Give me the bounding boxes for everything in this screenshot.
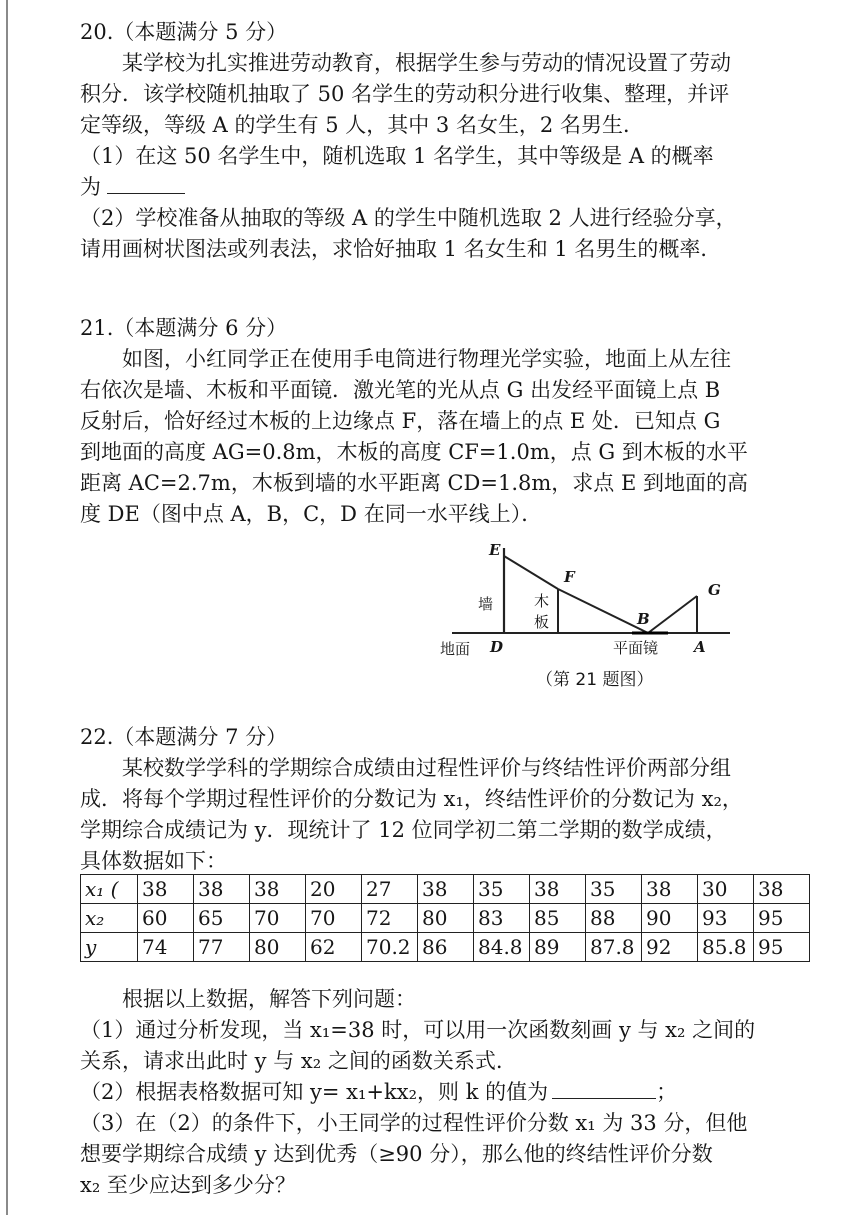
question-22-intro-4: 具体数据如下： <box>80 849 227 873</box>
row-header: x₁ ( <box>81 875 138 904</box>
ground-label: 地面 <box>440 640 471 658</box>
ray-b-g <box>648 596 697 633</box>
table-cell: 70 <box>306 904 362 933</box>
question-22-intro-2: 成．将每个学期过程性评价的分数记为 x₁，终结性评价的分数记为 x₂， <box>80 787 743 811</box>
figure-21 <box>440 538 740 693</box>
table-row-x2 <box>81 904 810 933</box>
table-cell: 95 <box>754 904 810 933</box>
table-cell: 80 <box>250 933 306 962</box>
question-21-title: 21.（本题满分 6 分） <box>80 316 288 340</box>
table-cell: 35 <box>474 875 530 904</box>
table-cell: 85 <box>530 904 586 933</box>
table-cell: 93 <box>698 904 754 933</box>
table-cell: 70.2 <box>362 933 418 962</box>
table-cell: 92 <box>642 933 698 962</box>
table-cell: 88 <box>586 904 642 933</box>
table-cell: 30 <box>698 875 754 904</box>
question-20-line-3: 定等级，等级 A 的学生有 5 人，其中 3 名女生，2 名男生． <box>80 113 644 137</box>
ray-f-b <box>558 589 648 633</box>
table-row-y <box>81 933 810 962</box>
question-22-part-3-cont: 想要学期综合成绩 y 达到优秀（≥90 分），那么他的终结性评价分数 <box>80 1142 713 1166</box>
question-20-part-1-answer-line: 为 <box>80 172 800 203</box>
question-22-instruction: 根据以上数据，解答下列问题： <box>122 987 416 1011</box>
table-cell: 70 <box>250 904 306 933</box>
question-21-line-5: 距离 AC=2.7m，木板到墙的水平距离 CD=1.8m，求点 E 到地面的高 <box>80 471 748 495</box>
table-cell: 85.8 <box>698 933 754 962</box>
score-table <box>80 874 810 962</box>
table-row-x1 <box>81 875 810 904</box>
table-cell: 38 <box>642 875 698 904</box>
question-22-part-2: （2）根据表格数据可知 y= x₁+kx₂，则 k 的值为 ； <box>80 1080 678 1104</box>
question-20-part-1: （1）在这 50 名学生中，随机选取 1 名学生，其中等级是 A 的概率 <box>80 144 714 168</box>
table-cell: 27 <box>362 875 418 904</box>
table-cell: 20 <box>306 875 362 904</box>
table-cell: 38 <box>418 875 474 904</box>
question-21-line-4: 到地面的高度 AG=0.8m，木板的高度 CF=1.0m，点 G 到木板的水平 <box>80 440 748 464</box>
question-21-line-6: 度 DE（图中点 A，B，C，D 在同一水平线上）． <box>80 502 543 526</box>
figure-21-caption: （第 21 题图） <box>536 670 654 690</box>
question-20-part-2: （2）学校准备从抽取的等级 A 的学生中随机选取 2 人进行经验分享， <box>80 206 737 230</box>
table-cell: 84.8 <box>474 933 530 962</box>
mirror-label: 平面镜 <box>613 639 659 657</box>
table-cell: 60 <box>138 904 194 933</box>
question-22-part-1: （1）通过分析发现，当 x₁=38 时，可以用一次函数刻画 y 与 x₂ 之间的 <box>80 1018 756 1042</box>
answer-blank[interactable] <box>107 173 185 194</box>
question-22-part-3-end: x₂ 至少应达到多少分？ <box>80 1173 296 1197</box>
table-cell: 38 <box>754 875 810 904</box>
table-cell: 62 <box>306 933 362 962</box>
question-22-part-3: （3）在（2）的条件下，小王同学的过程性评价分数 x₁ 为 33 分，但他 <box>80 1111 748 1135</box>
question-22-intro-3: 学期综合成绩记为 y．现统计了 12 位同学初二第二学期的数学成绩， <box>80 818 727 842</box>
question-22-intro-1: 某校数学学科的学期综合成绩由过程性评价与终结性评价两部分组 <box>122 756 731 780</box>
question-22-title: 22.（本题满分 7 分） <box>80 725 288 749</box>
row-header: y <box>81 933 138 962</box>
question-20-line-1: 某学校为扎实推进劳动教育，根据学生参与劳动的情况设置了劳动 <box>122 51 731 75</box>
page-edge-line <box>6 0 8 1215</box>
table-cell: 86 <box>418 933 474 962</box>
table-cell: 90 <box>642 904 698 933</box>
row-header: x₂ <box>81 904 138 933</box>
table-cell: 74 <box>138 933 194 962</box>
question-22-part-1-cont: 关系，请求出此时 y 与 x₂ 之间的函数关系式. <box>80 1049 503 1073</box>
question-20-title: 20.（本题满分 5 分） <box>80 20 288 44</box>
table-cell: 38 <box>250 875 306 904</box>
board-label-bottom: 板 <box>534 613 550 631</box>
question-21-line-1: 如图，小红同学正在使用手电筒进行物理光学实验，地面上从左往 <box>122 347 731 371</box>
point-g-label: G <box>708 581 721 599</box>
table-cell: 83 <box>474 904 530 933</box>
table-cell: 35 <box>586 875 642 904</box>
table-cell: 95 <box>754 933 810 962</box>
point-f-label: F <box>564 568 575 586</box>
question-20-part-2-cont: 请用画树状图法或列表法，求恰好抽取 1 名女生和 1 名男生的概率． <box>80 237 722 261</box>
table-cell: 89 <box>530 933 586 962</box>
table-cell: 38 <box>138 875 194 904</box>
question-21-line-3: 反射后，恰好经过木板的上边缘点 F，落在墙上的点 E 处．已知点 G <box>80 409 721 433</box>
point-b-label: B <box>637 610 650 628</box>
table-cell: 77 <box>194 933 250 962</box>
question-20-line-2: 积分．该学校随机抽取了 50 名学生的劳动积分进行收集、整理，并评 <box>80 82 730 106</box>
table-cell: 38 <box>530 875 586 904</box>
question-22 <box>80 722 800 877</box>
question-21 <box>80 313 800 530</box>
question-20 <box>80 17 800 265</box>
table-cell: 72 <box>362 904 418 933</box>
point-d-label: D <box>490 638 504 656</box>
table-cell: 80 <box>418 904 474 933</box>
question-22-parts <box>80 984 800 1201</box>
board-label-top: 木 <box>534 592 550 610</box>
ray-e-f <box>504 556 558 589</box>
table-cell: 38 <box>194 875 250 904</box>
table-cell: 65 <box>194 904 250 933</box>
table-cell: 87.8 <box>586 933 642 962</box>
question-21-line-2: 右依次是墙、木板和平面镜．激光笔的光从点 G 出发经平面镜上点 B <box>80 378 721 402</box>
point-e-label: E <box>489 541 501 559</box>
wall-label: 墙 <box>478 595 494 613</box>
answer-blank[interactable] <box>552 1078 656 1099</box>
point-a-label: A <box>694 638 706 656</box>
